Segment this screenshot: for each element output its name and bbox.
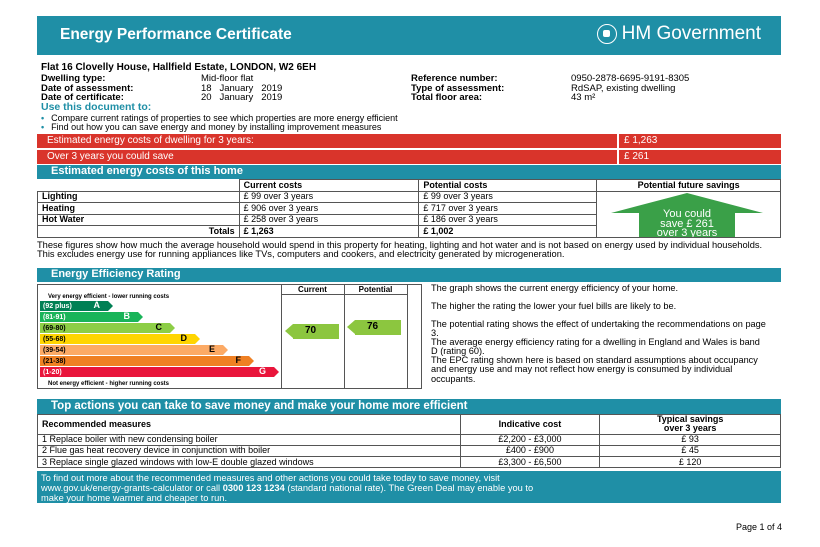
row-label: Hot Water	[38, 214, 240, 226]
costs-section-heading	[37, 165, 781, 179]
col-cost: Indicative cost	[460, 415, 600, 435]
royal-crest-icon	[597, 24, 617, 44]
row-label: Lighting	[38, 191, 240, 203]
floor-area-label: Total floor area:	[411, 92, 483, 103]
certificate-date-label: Date of certificate:	[41, 92, 124, 103]
use-document-bullet	[41, 123, 381, 132]
cell-current: £ 906 over 3 years	[239, 203, 419, 215]
actions-heading-text: Top actions you can take to save money and make your home more efficient	[51, 400, 468, 412]
band-range: (21-38)	[43, 357, 66, 365]
dwelling-type-value: Mid-floor flat	[201, 73, 254, 84]
cell-current: £ 99 over 3 years	[239, 191, 419, 203]
band-letter: D	[180, 333, 187, 343]
certificate-date-value: 20 January 2019	[201, 92, 283, 103]
use-document-heading: Use this document to:	[41, 101, 152, 113]
cell-potential: £ 99 over 3 years	[419, 191, 597, 203]
assessment-type-value: RdSAP, existing dwelling	[571, 82, 676, 94]
cell-potential: £ 717 over 3 years	[419, 203, 597, 215]
totals-label: Totals	[38, 226, 240, 238]
assessment-date-label: Date of assessment:	[41, 82, 134, 94]
rating-band-a	[40, 301, 108, 311]
band-range: (39-54)	[43, 346, 66, 354]
footer-line3: make your home warmer and cheaper to run.	[41, 492, 228, 503]
bullet-icon: •	[41, 113, 45, 123]
band-letter: A	[93, 300, 100, 310]
savings-arrow-icon	[611, 193, 763, 237]
band-range: (55-68)	[43, 335, 66, 343]
assessment-date-value: 18 January 2019	[201, 82, 283, 94]
table-row	[38, 457, 781, 468]
col-savings-line2: over 3 years	[600, 424, 781, 434]
brand-text: HM Government	[621, 23, 761, 45]
savings-value: £ 261	[624, 151, 650, 162]
bullet-icon: •	[41, 122, 45, 132]
rating-note: The average energy efficiency rating for a dwelling in England and Wales is band D (rating 60).	[431, 337, 760, 357]
band-range: (1-20)	[43, 368, 62, 376]
bullet-text: Compare current ratings of properties to see which properties are more energy efficient	[51, 113, 398, 123]
table-row	[38, 446, 781, 457]
table-row	[38, 434, 781, 445]
estimated-costs-bar	[37, 134, 781, 148]
rating-top-label: Very energy efficient - lower running costs	[48, 294, 170, 300]
rating-band-g	[40, 367, 274, 377]
floor-area-value: 43 m²	[571, 92, 596, 103]
property-address: Flat 16 Clovelly House, Hallfield Estate, LONDON, W2 6EH	[41, 62, 317, 73]
col-current: Current costs	[239, 180, 419, 192]
rating-note: The graph shows the current energy efficiency of your home.	[431, 283, 679, 293]
rating-note: The EPC rating shown here is based on standard assumptions about occupancy and energy use and may not reflect how energy is consumed by individual occupants.	[431, 355, 758, 384]
savings-bar	[37, 150, 781, 164]
rating-section-heading	[37, 268, 781, 282]
band-range: (92 plus)	[43, 302, 72, 310]
savings-arrow-line1: You could	[663, 208, 711, 220]
hm-government-logo	[597, 24, 761, 44]
footer-link[interactable]: www.gov.uk/energy-grants-calculator or call	[41, 482, 223, 493]
col-potential: Potential costs	[419, 180, 597, 192]
cell-measure: 1 Replace boiler with new condensing boiler	[38, 434, 461, 445]
current-rating-value: 70	[305, 325, 317, 336]
cell-measure: 3 Replace single glazed windows with low-E double glazed windows	[38, 457, 461, 468]
actions-table	[37, 414, 781, 468]
cell-saving: £ 45	[600, 446, 781, 457]
dwelling-type-label: Dwelling type:	[41, 73, 106, 84]
reference-label: Reference number:	[411, 73, 498, 84]
reference-value: 0950-2878-6695-9191-8305	[571, 73, 690, 84]
potential-rating-arrow	[355, 320, 401, 335]
footer-phone: 0300 123 1234	[222, 482, 285, 493]
band-letter: C	[155, 322, 162, 332]
cell-measure: 2 Flue gas heat recovery device in conjunction with boiler	[38, 446, 461, 457]
savings-arrow-line2: save £ 261	[660, 218, 714, 230]
band-letter: F	[235, 355, 241, 365]
row-label: Heating	[38, 203, 240, 215]
current-rating-arrow	[293, 324, 339, 339]
savings-label: Over 3 years you could save	[47, 151, 174, 162]
band-letter: E	[208, 344, 215, 354]
property-info-right	[411, 74, 689, 103]
band-letter: B	[123, 311, 130, 321]
property-info-left	[41, 74, 282, 103]
col-savings-line1: Typical savings	[600, 415, 781, 425]
header-bar	[37, 16, 781, 55]
page-title: Energy Performance Certificate	[60, 26, 292, 43]
costs-note: These figures show how much the average household would spend in this property for heating, lighting and hot water and is not based on energy used by individual households. This excludes energy use for running appliances like TVs, computers and cookers, and electricity generated by microgeneration.	[37, 240, 763, 260]
cell-current: £ 258 over 3 years	[239, 214, 419, 226]
rating-col-current: Current	[298, 285, 327, 294]
col-savings: Potential future savings	[597, 180, 781, 192]
rating-band-b	[40, 312, 138, 322]
bullet-text: Find out how you can save energy and money by installing improvement measures	[51, 122, 382, 132]
page-number: Page 1 of 4	[735, 522, 782, 532]
total-potential: £ 1,002	[419, 226, 597, 238]
rating-col-potential: Potential	[358, 285, 393, 294]
cell-potential: £ 186 over 3 years	[419, 214, 597, 226]
costs-heading-text: Estimated energy costs of this home	[51, 165, 243, 177]
rating-note: The higher the rating the lower your fuel bills are likely to be.	[431, 301, 677, 311]
estimated-costs-label: Estimated energy costs of dwelling for 3 years:	[47, 135, 254, 146]
assessment-type-label: Type of assessment:	[411, 82, 505, 94]
rating-note: The potential rating shows the effect of undertaking the recommendations on page 3.	[431, 319, 766, 339]
cell-cost: £3,300 - £6,500	[460, 457, 600, 468]
rating-band-d	[40, 334, 195, 344]
costs-header-row	[38, 180, 781, 192]
band-letter: G	[258, 366, 266, 376]
col-measures: Recommended measures	[38, 415, 461, 435]
rating-band-e	[40, 345, 223, 355]
footer-line2-end: (standard national rate). The Green Deal may enable you to	[284, 482, 534, 493]
potential-rating-value: 76	[367, 321, 379, 332]
cell-cost: £400 - £900	[460, 446, 600, 457]
footer-info-bar	[37, 471, 781, 503]
footer-line1: To find out more about the recommended measures and other actions you could take today to save money, visit	[41, 473, 500, 483]
rating-band-f	[40, 356, 249, 366]
actions-section-heading	[37, 399, 781, 414]
cell-cost: £2,200 - £3,000	[460, 434, 600, 445]
rating-heading-text: Energy Efficiency Rating	[51, 268, 181, 280]
rating-band-c	[40, 323, 170, 333]
cell-saving: £ 120	[600, 457, 781, 468]
band-range: (69-80)	[43, 324, 66, 332]
total-current: £ 1,263	[239, 226, 419, 238]
estimated-costs-value: £ 1,263	[624, 135, 658, 146]
band-range: (81-91)	[43, 313, 66, 321]
rating-bottom-label: Not energy efficient - higher running costs	[48, 381, 170, 387]
savings-arrow-line3: over 3 years	[656, 227, 718, 237]
cell-saving: £ 93	[600, 434, 781, 445]
